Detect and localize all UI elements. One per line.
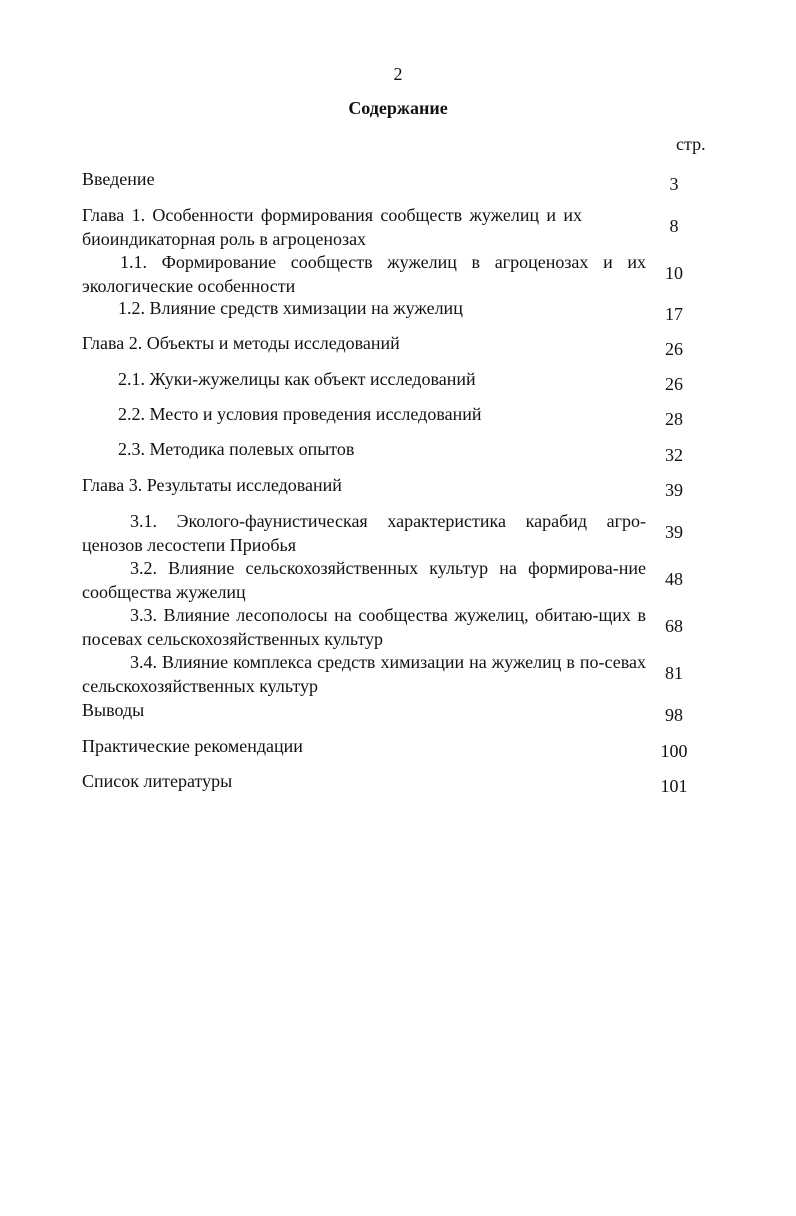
toc-entry-section-3-1[interactable] <box>82 509 646 557</box>
toc-entry-page: 39 <box>665 522 683 542</box>
toc-entry-page: 98 <box>665 705 683 725</box>
toc-entry-text: Список литературы <box>82 771 233 791</box>
toc-entry-chapter-3[interactable] <box>82 473 646 497</box>
toc-entry-text: Введение <box>82 169 155 189</box>
toc-entry-page: 8 <box>669 216 679 236</box>
toc-entry-page: 81 <box>665 663 683 683</box>
page-column-label: стр. <box>676 134 706 154</box>
toc-entry-text: 3.3. Влияние лесополосы на сообщества жужелиц, обитаю-щих в посевах сельскохозяйственных культур <box>82 605 646 649</box>
toc-entry-text: Глава 3. Результаты исследований <box>82 475 342 495</box>
toc-entry-text: Глава 1. Особенности формирования сообществ жужелиц и их биоиндикаторная роль в агроценозах <box>82 205 582 249</box>
toc-entry-conclusions[interactable] <box>82 698 646 722</box>
toc-entry-page: 3 <box>669 174 679 194</box>
toc-entry-page: 26 <box>665 374 683 394</box>
toc-entry-text: 3.2. Влияние сельскохозяйственных культур на формирова-ние сообщества жужелиц <box>82 558 646 602</box>
toc-entry-text: 2.3. Методика полевых опытов <box>118 439 355 459</box>
toc-entry-chapter-1[interactable] <box>82 203 582 251</box>
toc-entry-page: 17 <box>665 304 683 324</box>
toc-entry-page: 28 <box>665 409 683 429</box>
page-number: 2 <box>393 64 403 84</box>
toc-entry-text: Глава 2. Объекты и методы исследований <box>82 333 400 353</box>
toc-entry-section-1-1[interactable] <box>82 250 646 298</box>
toc-entry-page: 39 <box>665 480 683 500</box>
toc-entry-page: 68 <box>665 616 683 636</box>
toc-entry-page: 32 <box>665 445 683 465</box>
toc-entry-chapter-2[interactable] <box>82 331 646 355</box>
toc-entry-page: 10 <box>665 263 683 283</box>
toc-entry-text: 3.1. Эколого-фаунистическая характеристика карабид агро-ценозов лесостепи Приобья <box>82 511 646 555</box>
toc-entry-text: Практические рекомендации <box>82 736 303 756</box>
toc-entry-text: 1.2. Влияние средств химизации на жужелиц <box>118 298 463 318</box>
toc-entry-recommendations[interactable] <box>82 734 646 758</box>
toc-entry-section-2-3[interactable] <box>118 437 648 461</box>
toc-entry-text: 3.4. Влияние комплекса средств химизации на жужелиц в по-севах сельскохозяйственных культур <box>82 652 646 696</box>
toc-entry-text: 2.2. Место и условия проведения исследований <box>118 404 482 424</box>
toc-entry-text: Выводы <box>82 700 145 720</box>
toc-entry-page: 100 <box>660 741 688 761</box>
toc-entry-text: 2.1. Жуки-жужелицы как объект исследований <box>118 369 476 389</box>
toc-entry-page: 48 <box>665 569 683 589</box>
toc-title: Содержание <box>348 98 448 118</box>
toc-entry-references[interactable] <box>82 769 646 793</box>
toc-entry-section-3-2[interactable] <box>82 556 646 604</box>
toc-entry-section-3-4[interactable] <box>82 650 646 698</box>
toc-entry-page: 26 <box>665 339 683 359</box>
toc-entry-section-3-3[interactable] <box>82 603 646 651</box>
toc-entry-page: 101 <box>660 776 688 796</box>
toc-entry-section-2-1[interactable] <box>118 367 648 391</box>
toc-entry-section-2-2[interactable] <box>118 402 648 426</box>
toc-entry-text: 1.1. Формирование сообществ жужелиц в агроценозах и их экологические особенности <box>82 252 646 296</box>
toc-entry-section-1-2[interactable] <box>118 296 648 320</box>
toc-entry-introduction[interactable] <box>82 167 646 191</box>
